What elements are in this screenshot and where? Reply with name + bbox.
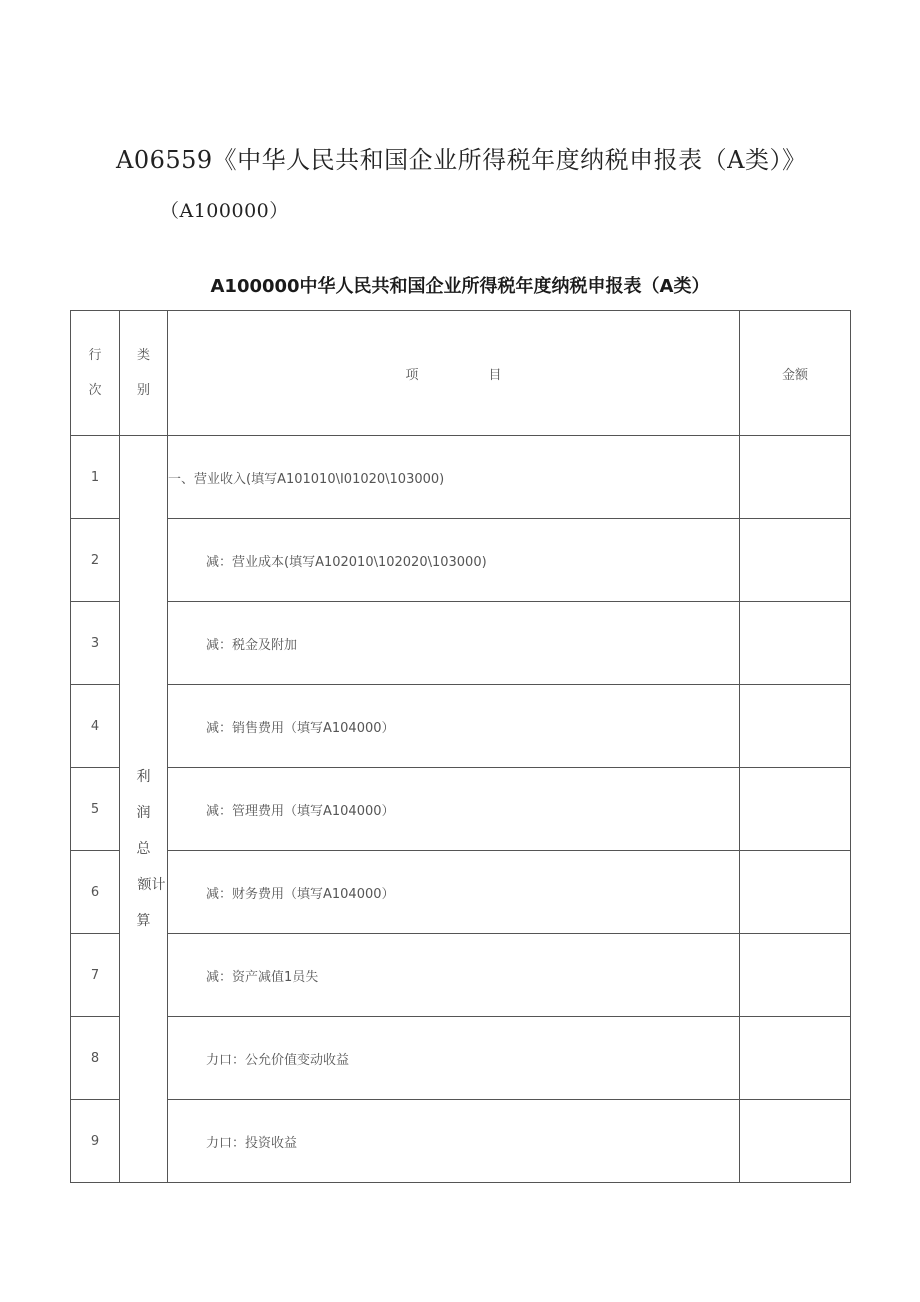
table-row: [71, 1017, 851, 1100]
row-number: 2: [71, 519, 120, 602]
table-title: A100000中华人民共和国企业所得税年度纳税申报表（A类）: [210, 276, 710, 297]
header-row-number-char: 次: [88, 383, 102, 398]
row-number: 8: [71, 1017, 120, 1100]
table-header-row: [71, 311, 851, 436]
header-category-char: 类: [136, 348, 150, 363]
document-title: A06559《中华人民共和国企业所得税年度纳税申报表（A类）》: [116, 146, 807, 174]
tax-return-table: [70, 310, 851, 1183]
row-number: 6: [71, 851, 120, 934]
item-label: 减：销售费用（填写A104000）: [168, 685, 740, 768]
amount-cell[interactable]: [740, 436, 851, 519]
table-row: [71, 851, 851, 934]
table-row: [71, 768, 851, 851]
row-number: 5: [71, 768, 120, 851]
table-row: [71, 934, 851, 1017]
row-number: 7: [71, 934, 120, 1017]
row-number: 3: [71, 602, 120, 685]
amount-cell[interactable]: [740, 934, 851, 1017]
table-row: [71, 519, 851, 602]
category-cell: [120, 436, 168, 1183]
amount-cell[interactable]: [740, 768, 851, 851]
item-label: 力口：投资收益: [168, 1100, 740, 1183]
header-item-char: 目: [488, 367, 502, 383]
item-label: 减：财务费用（填写A104000）: [168, 851, 740, 934]
header-row-number: [71, 311, 120, 436]
amount-cell[interactable]: [740, 602, 851, 685]
header-category-char: 别: [136, 383, 150, 398]
table-row: [71, 685, 851, 768]
item-label: 减：资产减值1员失: [168, 934, 740, 1017]
amount-cell[interactable]: [740, 519, 851, 602]
table-row: [71, 1100, 851, 1183]
item-label: 减：管理费用（填写A104000）: [168, 768, 740, 851]
category-label-char: 利: [136, 769, 151, 785]
header-row-number-char: 行: [88, 348, 102, 363]
item-label: 一、营业收入(填写A101010\I01020\103000): [168, 436, 740, 519]
header-category: [120, 311, 168, 436]
row-number: 9: [71, 1100, 120, 1183]
amount-cell[interactable]: [740, 1100, 851, 1183]
header-item-char: 项: [405, 367, 419, 383]
table-row: [71, 436, 851, 519]
item-label: 减：税金及附加: [168, 602, 740, 685]
amount-cell[interactable]: [740, 1017, 851, 1100]
row-number: 4: [71, 685, 120, 768]
amount-cell[interactable]: [740, 685, 851, 768]
category-label-char: 算: [136, 913, 151, 929]
row-number: 1: [71, 436, 120, 519]
item-label: 力口：公允价值变动收益: [168, 1017, 740, 1100]
table-row: [71, 602, 851, 685]
header-amount: 金额: [740, 311, 851, 436]
header-item: [168, 311, 740, 436]
category-label-char: 额计: [137, 877, 166, 893]
item-label: 减：营业成本(填写A102010\102020\103000): [168, 519, 740, 602]
category-label-char: 润: [136, 805, 151, 821]
document-subtitle: （A100000）: [160, 200, 289, 222]
amount-cell[interactable]: [740, 851, 851, 934]
category-label-char: 总: [136, 841, 151, 857]
